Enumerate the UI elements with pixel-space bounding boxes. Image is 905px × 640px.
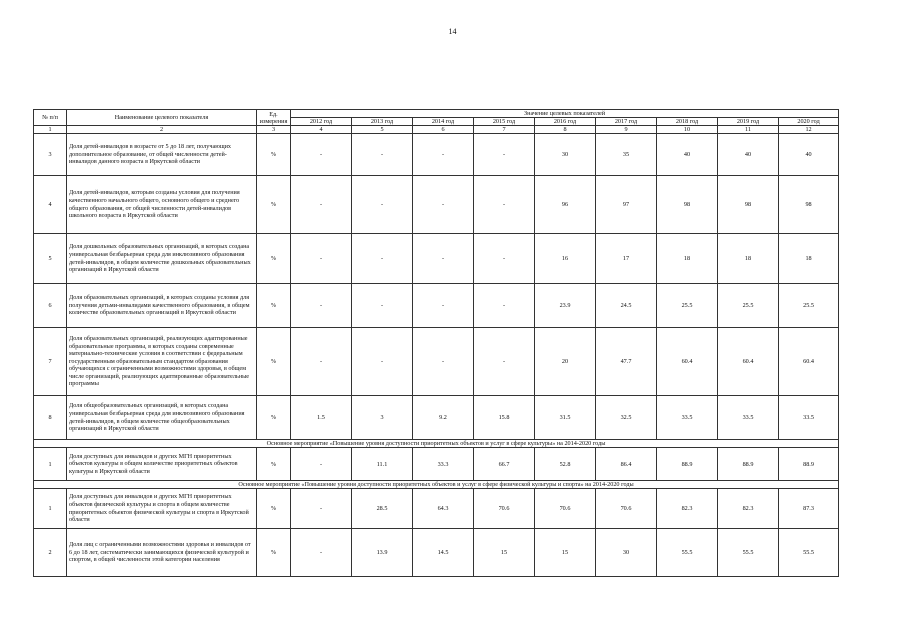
value-cell: 60.4 [657, 328, 718, 396]
value-cell: - [474, 234, 535, 284]
value-cell: 98 [718, 176, 779, 234]
value-cell: 32.5 [596, 396, 657, 440]
row-number: 1 [34, 489, 67, 529]
value-cell: - [352, 284, 413, 328]
unit-cell: % [257, 284, 291, 328]
value-cell: 98 [657, 176, 718, 234]
indicator-name [67, 328, 257, 396]
indicator-name [67, 396, 257, 440]
indicator-name-text: Доля лиц с ограниченными возможностями здоровья и инвалидов от 6 до 18 лет, систематически занимающихся физической культурой и спортом, в общей численности этой категории населения [69, 541, 251, 564]
value-cell: 35 [596, 134, 657, 176]
value-cell: 23.9 [535, 284, 596, 328]
value-cell: 33.3 [413, 448, 474, 481]
value-cell: 30 [535, 134, 596, 176]
value-cell: 18 [657, 234, 718, 284]
value-cell: - [291, 134, 352, 176]
value-cell: 88.9 [657, 448, 718, 481]
row-number: 2 [34, 529, 67, 577]
row-number: 4 [34, 176, 67, 234]
value-cell: - [474, 284, 535, 328]
value-cell: 52.8 [535, 448, 596, 481]
header-year: 2018 год [657, 118, 718, 126]
table-row [34, 134, 839, 176]
table-row [34, 234, 839, 284]
indicator-name-text: Доля дошкольных образовательных организаций, в которых создана универсальная безбарьерная среда для инклюзивного образования детей-инвалидов, в общем количестве дошкольных образовательных организаций в Иркутской области [69, 243, 251, 274]
value-cell: 25.5 [657, 284, 718, 328]
value-cell: - [291, 328, 352, 396]
block-sport [34, 489, 839, 577]
column-number: 6 [413, 126, 474, 134]
header-year: 2014 год [413, 118, 474, 126]
table-row [34, 328, 839, 396]
indicator-name [67, 284, 257, 328]
value-cell: 64.3 [413, 489, 474, 529]
value-cell: 86.4 [596, 448, 657, 481]
column-number: 8 [535, 126, 596, 134]
table-row [34, 448, 839, 481]
section-sport-title: Основное мероприятие «Повышение уровня доступности приоритетных объектов и услуг в сфере физической культуры и спорта» на 2014-2020 годы [34, 481, 839, 489]
value-cell: - [413, 234, 474, 284]
value-cell: 3 [352, 396, 413, 440]
value-cell: 88.9 [718, 448, 779, 481]
header-year: 2019 год [718, 118, 779, 126]
header-year: 2015 год [474, 118, 535, 126]
unit-cell: % [257, 328, 291, 396]
header-year: 2013 год [352, 118, 413, 126]
value-cell: 20 [535, 328, 596, 396]
row-number: 1 [34, 448, 67, 481]
indicator-name [67, 448, 257, 481]
value-cell: 60.4 [718, 328, 779, 396]
column-number: 11 [718, 126, 779, 134]
value-cell: 96 [535, 176, 596, 234]
indicator-name [67, 489, 257, 529]
value-cell: - [291, 176, 352, 234]
value-cell: 30 [596, 529, 657, 577]
value-cell: 33.5 [657, 396, 718, 440]
indicator-name-text: Доля образовательных организаций, в которых созданы условия для получения детьми-инвалидами качественного образования, в общем количестве образовательных организаций в Иркутской области [69, 294, 250, 317]
value-cell: - [474, 176, 535, 234]
value-cell: 28.5 [352, 489, 413, 529]
unit-cell: % [257, 176, 291, 234]
unit-cell: % [257, 234, 291, 284]
header-year: 2016 год [535, 118, 596, 126]
unit-cell: % [257, 448, 291, 481]
header-unit: Ед. измерения [257, 110, 291, 126]
value-cell: 15 [474, 529, 535, 577]
indicator-name-text: Доля образовательных организаций, реализующих адаптированные образовательные программы, в которых созданы современные материально-технические условия в соответствии с федеральным государственным образовательным стандартом образования обучающихся с ограниченными возможностями здоровья, в общем числе организаций, реализующих адаптированные образовательные программы [69, 334, 250, 388]
value-cell: 15 [535, 529, 596, 577]
header-year: 2020 год [779, 118, 839, 126]
block-culture [34, 448, 839, 481]
table-row [34, 176, 839, 234]
value-cell: - [413, 134, 474, 176]
unit-cell: % [257, 489, 291, 529]
header-year: 2012 год [291, 118, 352, 126]
value-cell: 82.3 [718, 489, 779, 529]
value-cell: 97 [596, 176, 657, 234]
value-cell: 18 [779, 234, 839, 284]
row-number: 7 [34, 328, 67, 396]
value-cell: 60.4 [779, 328, 839, 396]
page-number: 14 [448, 27, 457, 36]
value-cell: 40 [657, 134, 718, 176]
value-cell: 40 [779, 134, 839, 176]
column-number: 5 [352, 126, 413, 134]
unit-cell: % [257, 529, 291, 577]
section-culture-title: Основное мероприятие «Повышение уровня доступности приоритетных объектов и услуг в сфере культуры» на 2014-2020 годы [34, 440, 839, 448]
value-cell: - [474, 134, 535, 176]
value-cell: 9.2 [413, 396, 474, 440]
block-education [34, 134, 839, 440]
value-cell: - [352, 176, 413, 234]
value-cell: 98 [779, 176, 839, 234]
value-cell: 31.5 [535, 396, 596, 440]
indicator-name [67, 134, 257, 176]
header-year: 2017 год [596, 118, 657, 126]
value-cell: 1.5 [291, 396, 352, 440]
value-cell: 82.3 [657, 489, 718, 529]
column-number: 10 [657, 126, 718, 134]
value-cell: 55.5 [718, 529, 779, 577]
header-values: Значение целевых показателей [291, 110, 839, 118]
value-cell: - [291, 529, 352, 577]
indicator-name [67, 234, 257, 284]
value-cell: 25.5 [718, 284, 779, 328]
value-cell: 13.9 [352, 529, 413, 577]
indicator-name-text: Доля детей-инвалидов в возрасте от 5 до 18 лет, получающих дополнительное образование, от общей численности детей-инвалидов данного возраста в Иркутской области [69, 143, 232, 166]
column-number: 2 [67, 126, 257, 134]
header-no: № п/п [34, 110, 67, 126]
value-cell: - [352, 134, 413, 176]
value-cell: 15.8 [474, 396, 535, 440]
column-number: 1 [34, 126, 67, 134]
column-number: 9 [596, 126, 657, 134]
value-cell: 70.6 [596, 489, 657, 529]
indicators-table [33, 109, 839, 577]
value-cell: - [413, 284, 474, 328]
column-number: 4 [291, 126, 352, 134]
value-cell: - [474, 328, 535, 396]
value-cell: 70.6 [474, 489, 535, 529]
value-cell: - [291, 448, 352, 481]
value-cell: 17 [596, 234, 657, 284]
column-number: 12 [779, 126, 839, 134]
value-cell: 18 [718, 234, 779, 284]
value-cell: 47.7 [596, 328, 657, 396]
value-cell: 55.5 [657, 529, 718, 577]
value-cell: 24.5 [596, 284, 657, 328]
row-number: 8 [34, 396, 67, 440]
value-cell: 70.6 [535, 489, 596, 529]
column-number: 3 [257, 126, 291, 134]
indicator-name [67, 176, 257, 234]
value-cell: 33.5 [718, 396, 779, 440]
row-number: 3 [34, 134, 67, 176]
indicator-name-text: Доля детей-инвалидов, которым созданы условия для получения качественного начального общего, основного общего и среднего общего образования, от общей численности детей-инвалидов школьного возраста в Иркутской области [69, 189, 240, 220]
row-number: 6 [34, 284, 67, 328]
column-number: 7 [474, 126, 535, 134]
indicator-name-text: Доля общеобразовательных организаций, в которых создана универсальная безбарьерная среда для инклюзивного образования детей-инвалидов, в общем количестве общеобразовательных организаций в Иркутской области [69, 402, 245, 433]
value-cell: - [413, 328, 474, 396]
value-cell: 40 [718, 134, 779, 176]
value-cell: - [291, 489, 352, 529]
indicator-name-text: Доля доступных для инвалидов и других МГН приоритетных объектов физической культуры и спорта в общем количестве приоритетных объектов физической культуры и спорта в Иркутской области [69, 493, 249, 524]
value-cell: - [291, 284, 352, 328]
row-number: 5 [34, 234, 67, 284]
value-cell: 66.7 [474, 448, 535, 481]
value-cell: 55.5 [779, 529, 839, 577]
value-cell: 88.9 [779, 448, 839, 481]
value-cell: - [352, 234, 413, 284]
header-name: Наименование целевого показателя [67, 110, 257, 126]
value-cell: - [352, 328, 413, 396]
value-cell: 33.5 [779, 396, 839, 440]
table-row [34, 284, 839, 328]
indicator-name [67, 529, 257, 577]
unit-cell: % [257, 134, 291, 176]
table-row [34, 396, 839, 440]
table-row [34, 489, 839, 529]
value-cell: 11.1 [352, 448, 413, 481]
value-cell: - [413, 176, 474, 234]
value-cell: - [291, 234, 352, 284]
value-cell: 87.3 [779, 489, 839, 529]
value-cell: 16 [535, 234, 596, 284]
table-row [34, 529, 839, 577]
value-cell: 14.5 [413, 529, 474, 577]
value-cell: 25.5 [779, 284, 839, 328]
indicator-name-text: Доля доступных для инвалидов и других МГН приоритетных объектов культуры в общем количестве приоритетных объектов культуры в Иркутской области [69, 452, 238, 475]
unit-cell: % [257, 396, 291, 440]
